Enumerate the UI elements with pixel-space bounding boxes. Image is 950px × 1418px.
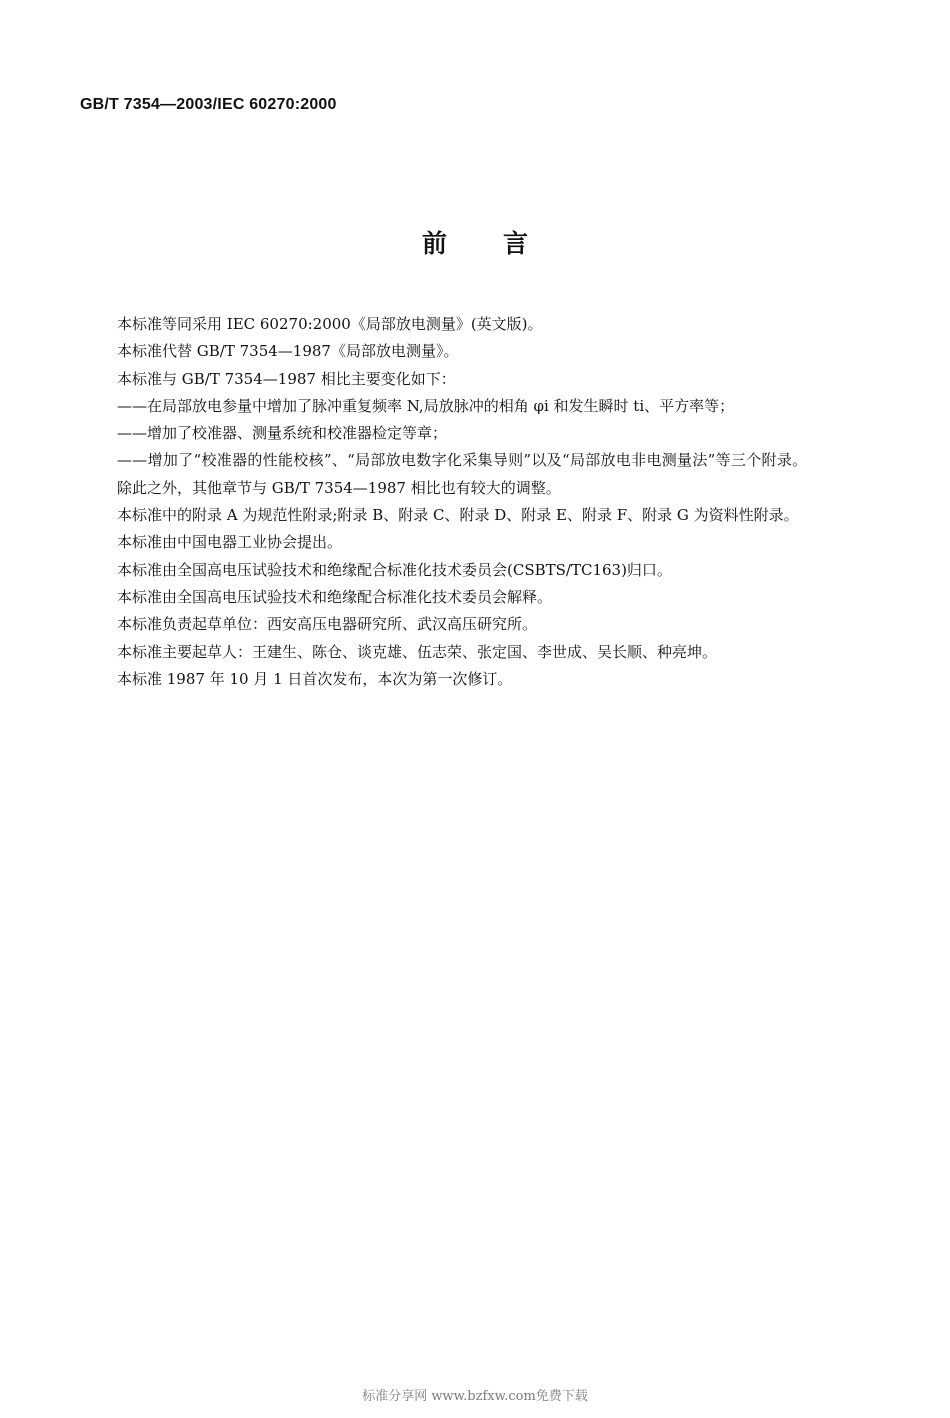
paragraph: 本标准等同采用 IEC 60270:2000《局部放电测量》(英文版)。 [117, 315, 543, 333]
change-item: ——增加了“校准器的性能校核”、“局部放电数字化采集导则”以及“局部放电非电测量法”等三个附录。 [117, 451, 808, 470]
change-item: ——增加了校准器、测量系统和校准器检定等章； [117, 424, 448, 443]
footer-watermark: 标准分享网 www.bzfxw.com免费下载 [362, 1389, 588, 1404]
paragraph: 本标准由中国电器工业协会提出。 [117, 533, 343, 552]
paragraph: 除此之外，其他章节与 GB/T 7354—1987 相比也有较大的调整。 [117, 478, 561, 497]
foreword-body [80, 311, 890, 693]
paragraph: 本标准负责起草单位：西安高压电器研究所、武汉高压研究所。 [117, 615, 538, 634]
document-code: GB/T 7354—2003/IEC 60270:2000 [80, 96, 337, 113]
paragraph: 本标准由全国高电压试验技术和绝缘配合标准化技术委员会(CSBTS/TC163)归口。 [117, 560, 672, 579]
page-title: 前言 [421, 229, 584, 258]
paragraph: 本标准由全国高电压试验技术和绝缘配合标准化技术委员会解释。 [117, 587, 553, 606]
paragraph: 本标准 1987 年 10 月 1 日首次发布，本次为第一次修订。 [117, 669, 513, 688]
paragraph: 本标准与 GB/T 7354—1987 相比主要变化如下： [117, 369, 456, 388]
paragraph: 本标准主要起草人：王建生、陈仓、谈克雄、伍志荣、张定国、李世成、吴长顺、种亮坤。 [117, 642, 718, 661]
paragraph: 本标准代替 GB/T 7354—1987《局部放电测量》。 [117, 342, 459, 361]
change-item: ——在局部放电参量中增加了脉冲重复频率 N,局放脉冲的相角 φi 和发生瞬时 ti、平方率等； [117, 396, 735, 415]
paragraph: 本标准中的附录 A 为规范性附录;附录 B、附录 C、附录 D、附录 E、附录 F、附录 G 为资料性附录。 [117, 506, 799, 525]
